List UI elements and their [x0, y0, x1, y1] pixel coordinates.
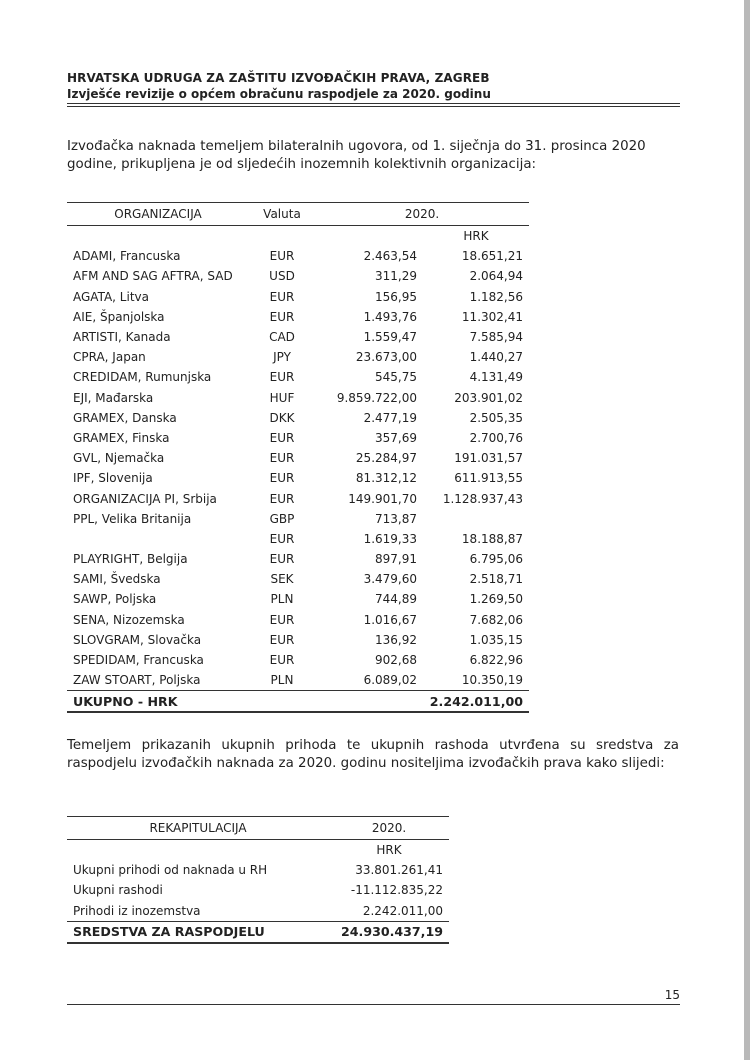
header-report-title: Izvješće revizije o općem obračunu raspodjele za 2020. godinu	[67, 87, 491, 101]
currency: USD	[269, 269, 295, 284]
table-row	[67, 650, 529, 670]
org-name: ZAW STOART, Poljska	[67, 670, 249, 691]
amount-hrk: 2.064,94	[469, 269, 523, 284]
recap-row	[67, 860, 449, 880]
recap-value: 33.801.261,41	[355, 863, 443, 878]
total-value: 2.242.011,00	[315, 691, 529, 713]
amount-original: 2.463,54	[363, 249, 417, 264]
amount-hrk: 18.188,87	[461, 531, 523, 546]
amount-hrk: 1.182,56	[469, 289, 523, 304]
amount-original: 1.016,67	[363, 612, 417, 627]
table-subheader-row	[67, 226, 529, 247]
header-rule-bottom	[67, 106, 680, 107]
amount-hrk: 4.131,49	[469, 370, 523, 385]
col-header-hrk: HRK	[463, 229, 489, 244]
org-name: AGATA, Litva	[73, 289, 149, 304]
table-row	[67, 428, 529, 448]
amount-original: 156,95	[375, 289, 417, 304]
foreign-organizations-table	[67, 202, 529, 713]
intro-paragraph: Izvođačka naknada temeljem bilateralnih ugovora, od 1. siječnja do 31. prosinca 2020 godine, prikupljena je od sljedećih inozemnih kolektivnih organizacija:	[67, 139, 646, 172]
recap-header-row	[67, 817, 449, 840]
table-row	[67, 388, 529, 408]
org-name: SENA, Nizozemska	[73, 612, 185, 627]
org-name	[67, 529, 249, 549]
recap-row	[67, 880, 449, 900]
amount-original: 6.089,02	[315, 670, 423, 691]
table-row	[67, 509, 529, 529]
currency: SEK	[270, 572, 294, 587]
amount-hrk: 6.795,06	[469, 552, 523, 567]
amount-hrk: 6.822,96	[469, 653, 523, 668]
table-row	[67, 367, 529, 387]
table-row	[67, 408, 529, 428]
currency: EUR	[269, 451, 295, 466]
currency: EUR	[269, 531, 295, 546]
currency: JPY	[273, 350, 291, 365]
table-row	[67, 610, 529, 630]
table-row	[67, 468, 529, 488]
org-name: ADAMI, Francuska	[73, 249, 181, 264]
table-row	[67, 549, 529, 569]
table-row	[67, 488, 529, 508]
col-header-currency: Valuta	[249, 203, 315, 226]
col-header-year: 2020.	[315, 203, 529, 226]
currency: HUF	[269, 390, 295, 405]
recap-value: 2.242.011,00	[329, 901, 449, 922]
amount-original: 9.859.722,00	[336, 390, 417, 405]
amount-original: 1.559,47	[363, 330, 417, 345]
amount-original: 545,75	[375, 370, 417, 385]
page-number: 15	[664, 988, 680, 1002]
amount-hrk: 1.128.937,43	[442, 491, 523, 506]
table-row	[67, 670, 529, 691]
org-name: GRAMEX, Finska	[73, 430, 170, 445]
amount-hrk: 1.269,50	[469, 592, 523, 607]
table-row	[67, 327, 529, 347]
currency: DKK	[269, 410, 295, 425]
amount-original: 2.477,19	[363, 410, 417, 425]
recap-total-row	[67, 921, 449, 943]
recap-label: Ukupni rashodi	[73, 883, 163, 898]
header-organization: HRVATSKA UDRUGA ZA ZAŠTITU IZVOĐAČKIH PRAVA, ZAGREB	[67, 71, 490, 85]
recap-total-label: SREDSTVA ZA RASPODJELU	[67, 921, 329, 943]
org-name: GRAMEX, Danska	[73, 410, 177, 425]
org-name: SAWP, Poljska	[73, 592, 157, 607]
amount-hrk: 203.901,02	[454, 390, 523, 405]
amount-original: 25.284,97	[355, 451, 417, 466]
currency: EUR	[269, 309, 295, 324]
amount-original: 136,92	[375, 632, 417, 647]
table-row	[67, 448, 529, 468]
currency: EUR	[269, 370, 295, 385]
amount-hrk: 1.440,27	[469, 350, 523, 365]
org-name: CPRA, Japan	[73, 350, 146, 365]
org-name: ARTISTI, Kanada	[73, 330, 171, 345]
currency: EUR	[269, 471, 295, 486]
page-header	[67, 70, 687, 102]
header-rule-top	[67, 103, 680, 104]
table-row	[67, 589, 529, 609]
amount-hrk: 18.651,21	[461, 249, 523, 264]
currency: EUR	[269, 653, 295, 668]
currency: EUR	[269, 612, 295, 627]
org-name: SPEDIDAM, Francuska	[73, 653, 204, 668]
org-name: CREDIDAM, Rumunjska	[73, 370, 212, 385]
recap-col-header: REKAPITULACIJA	[67, 817, 329, 840]
amount-original: 149.901,70	[348, 491, 417, 506]
table-row	[67, 307, 529, 327]
amount-original: 744,89	[375, 592, 417, 607]
amount-hrk: 611.913,55	[454, 471, 523, 486]
currency: EUR	[269, 249, 295, 264]
recapitulation-table	[67, 816, 449, 944]
amount-hrk: 191.031,57	[454, 451, 523, 466]
table-row	[67, 569, 529, 589]
amount-hrk: 2.518,71	[469, 572, 523, 587]
distribution-paragraph: Temeljem prikazanih ukupnih prihoda te ukupnih rashoda utvrđena su sredstva za raspodjelu izvođačkih naknada za 2020. godinu nositeljima izvođačkih prava kako slijedi:	[67, 738, 679, 771]
currency: EUR	[269, 491, 295, 506]
amount-original: 3.479,60	[363, 572, 417, 587]
table-row	[67, 246, 529, 266]
page-edge-shadow	[744, 0, 750, 1060]
org-name: GVL, Njemačka	[73, 451, 165, 466]
table-row	[67, 287, 529, 307]
amount-hrk: 7.682,06	[469, 612, 523, 627]
recap-hrk-header: HRK	[376, 843, 402, 858]
currency: PLN	[249, 670, 315, 691]
amount-original: 23.673,00	[355, 350, 417, 365]
org-name: SAMI, Švedska	[73, 572, 161, 587]
org-name: PPL, Velika Britanija	[73, 511, 192, 526]
amount-original: 902,68	[375, 653, 417, 668]
recap-value: -11.112.835,22	[350, 883, 443, 898]
org-name: AIE, Španjolska	[73, 309, 165, 324]
amount-original: 1.619,33	[363, 531, 417, 546]
currency: GBP	[269, 511, 295, 526]
recap-label: Ukupni prihodi od naknada u RH	[73, 863, 268, 878]
amount-hrk: 7.585,94	[469, 330, 523, 345]
amount-hrk: 2.700,76	[469, 430, 523, 445]
amount-original: 897,91	[375, 552, 417, 567]
amount-original: 1.493,76	[363, 309, 417, 324]
amount-original: 713,87	[375, 511, 417, 526]
recap-subheader-row	[67, 840, 449, 861]
org-name: EJI, Mađarska	[73, 390, 154, 405]
table-header-row	[67, 203, 529, 226]
recap-total-value: 24.930.437,19	[329, 921, 449, 943]
amount-hrk: 2.505,35	[469, 410, 523, 425]
currency: EUR	[269, 289, 295, 304]
org-name: IPF, Slovenija	[73, 471, 153, 486]
table-row	[67, 630, 529, 650]
currency: PLN	[270, 592, 294, 607]
org-name: SLOVGRAM, Slovačka	[73, 632, 202, 647]
org-name: PLAYRIGHT, Belgija	[73, 552, 188, 567]
table-row	[67, 347, 529, 367]
recap-row	[67, 901, 449, 922]
amount-original: 357,69	[375, 430, 417, 445]
org-name: AFM AND SAG AFTRA, SAD	[73, 269, 233, 284]
recap-year-header: 2020.	[329, 817, 449, 840]
total-label: UKUPNO - HRK	[67, 691, 315, 713]
amount-hrk: 11.302,41	[461, 309, 523, 324]
amount-original: 311,29	[375, 269, 417, 284]
recap-label: Prihodi iz inozemstva	[67, 901, 329, 922]
col-header-organization: ORGANIZACIJA	[67, 203, 249, 226]
table-row	[67, 266, 529, 286]
footer-rule	[67, 1004, 680, 1005]
org-name: ORGANIZACIJA PI, Srbija	[73, 491, 217, 506]
currency: EUR	[269, 552, 295, 567]
currency: EUR	[269, 632, 295, 647]
currency: EUR	[269, 430, 295, 445]
amount-hrk	[423, 509, 529, 529]
amount-hrk: 10.350,19	[423, 670, 529, 691]
amount-original: 81.312,12	[355, 471, 417, 486]
total-row	[67, 691, 529, 713]
currency: CAD	[269, 330, 295, 345]
table-row	[67, 529, 529, 549]
amount-hrk: 1.035,15	[469, 632, 523, 647]
